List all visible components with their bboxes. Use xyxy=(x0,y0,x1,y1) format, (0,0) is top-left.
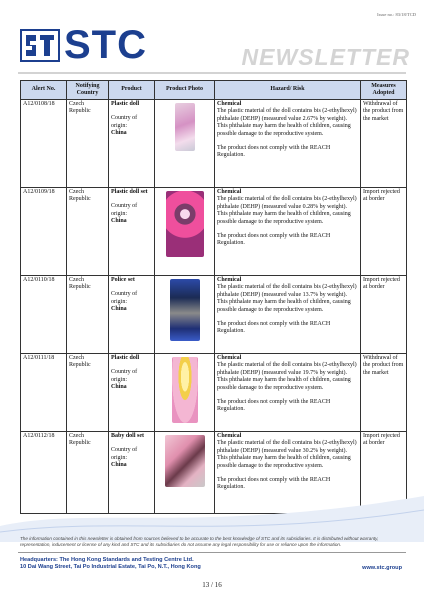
stc-logo xyxy=(20,23,147,67)
headquarters-line-1: Headquarters: The Hong Kong Standards and Testing Centre Ltd. xyxy=(20,557,194,563)
compliance-note: The product does not comply with the REACH Regulation. xyxy=(217,399,331,413)
hazard-cell xyxy=(215,100,361,188)
product-photo-cell xyxy=(155,100,215,188)
hazard-description: The plastic material of the doll contains bis (2-ethylhexyl) phthalate (DEHP) (measured value 13.7% by weight). This phthalate may harm the health of children, causing possible damage to the reproductive system. xyxy=(217,284,357,313)
disclaimer: The information contained in this newsletter is obtained from sources believed to be accurate to the best knowledge of STC and its subsidiaries. It is distributed without warranty, representation, inducement or license of any kind and STC and its subsidiaries do not assume any legal responsibility for use or reliance upon the information. xyxy=(20,536,379,547)
headquarters-line-2: 10 Dai Wang Street, Tai Po Industrial Estate, Tai Po, N.T., Hong Kong xyxy=(20,564,201,571)
alerts-table xyxy=(20,80,407,514)
origin-country: China xyxy=(111,384,127,391)
product-name: Plastic doll xyxy=(111,355,140,361)
product-cell xyxy=(109,354,155,432)
column-header-product: Product xyxy=(109,81,155,100)
notifying-country: Czech Republic xyxy=(67,354,109,432)
alert-number: A12/0112/18 xyxy=(21,432,67,514)
table-header-row xyxy=(21,81,407,100)
issue-number: Issue no.: 83/18/TCD xyxy=(377,12,416,17)
product-name: Plastic doll set xyxy=(111,189,148,195)
column-header-hazard: Hazard/ Risk xyxy=(215,81,361,100)
hazard-cell xyxy=(215,354,361,432)
doll-photo-icon xyxy=(175,103,195,151)
hazard-cell xyxy=(215,188,361,276)
product-cell xyxy=(109,188,155,276)
newsletter-title: NEWSLETTER xyxy=(241,44,410,70)
table-row xyxy=(21,100,407,188)
origin-country: China xyxy=(111,306,127,313)
measures-adopted: Import rejected at border xyxy=(361,188,407,276)
notifying-country: Czech Republic xyxy=(67,276,109,354)
hazard-type: Chemical xyxy=(217,433,242,439)
hazard-description: The plastic material of the doll contains bis (2-ethylhexyl) phthalate (DEHP) (measured value 0.28% by weight). This phthalate may harm the health of children, causing possible damage to the reproductive system. xyxy=(217,196,357,225)
table-row xyxy=(21,188,407,276)
measures-adopted: Withdrawal of the product from the market xyxy=(361,354,407,432)
compliance-note: The product does not comply with the REACH Regulation. xyxy=(217,321,331,335)
product-photo-cell xyxy=(155,354,215,432)
product-name: Police set xyxy=(111,277,135,283)
notifying-country: Czech Republic xyxy=(67,432,109,514)
notifying-country: Czech Republic xyxy=(67,188,109,276)
hazard-type: Chemical xyxy=(217,101,242,107)
website-link[interactable]: www.stc.group xyxy=(362,565,402,571)
measures-adopted: Import rejected at border xyxy=(361,276,407,354)
origin-label: Country of origin: xyxy=(111,291,138,305)
column-header-photo: Product Photo xyxy=(155,81,215,100)
product-name: Plastic doll xyxy=(111,101,140,107)
notifying-country: Czech Republic xyxy=(67,100,109,188)
hazard-type: Chemical xyxy=(217,189,242,195)
column-header-alert: Alert No. xyxy=(21,81,67,100)
hazard-description: The plastic material of the doll contains bis (2-ethylhexyl) phthalate (DEHP) (measured value 19.7% by weight). This phthalate may harm the health of children, causing possible damage to the reproductive system. xyxy=(217,362,357,391)
origin-label: Country of origin: xyxy=(111,203,138,217)
hazard-type: Chemical xyxy=(217,355,242,361)
compliance-note: The product does not comply with the REACH Regulation. xyxy=(217,145,331,159)
origin-label: Country of origin: xyxy=(111,115,138,129)
measures-adopted: Withdrawal of the product from the market xyxy=(361,100,407,188)
page-number: 13 / 16 xyxy=(202,581,222,589)
measures-adopted: Import rejected at border xyxy=(361,432,407,514)
origin-label: Country of origin: xyxy=(111,369,138,383)
product-cell xyxy=(109,100,155,188)
product-cell xyxy=(109,276,155,354)
column-header-measures: Measures Adopted xyxy=(361,81,407,100)
header-divider xyxy=(18,72,406,74)
alert-number: A12/0111/18 xyxy=(21,354,67,432)
compliance-note: The product does not comply with the REACH Regulation. xyxy=(217,477,331,491)
police-set-photo-icon xyxy=(170,279,200,341)
table-row xyxy=(21,276,407,354)
alert-number: A12/0108/18 xyxy=(21,100,67,188)
hazard-description: The plastic material of the doll contains bis (2-ethylhexyl) phthalate (DEHP) (measured value 2.67% by weight). This phthalate may harm the health of children, causing possible damage to the reproductive system. xyxy=(217,108,357,137)
column-header-country: Notifying Country xyxy=(67,81,109,100)
product-name: Baby doll set xyxy=(111,433,145,439)
hazard-cell xyxy=(215,276,361,354)
baby-doll-set-photo-icon xyxy=(165,435,205,487)
hazard-description: The plastic material of the doll contains bis (2-ethylhexyl) phthalate (DEHP) (measured value 30.2% by weight). This phthalate may harm the health of children, causing possible damage to the reproductive system. xyxy=(217,440,357,469)
stc-logo-icon xyxy=(20,29,60,62)
alert-number: A12/0110/18 xyxy=(21,276,67,354)
doll-photo-icon xyxy=(172,357,198,423)
origin-label: Country of origin: xyxy=(111,447,138,461)
doll-set-photo-icon xyxy=(166,191,204,257)
origin-country: China xyxy=(111,462,127,469)
alert-number: A12/0109/18 xyxy=(21,188,67,276)
footer-wave-decoration xyxy=(0,486,424,542)
origin-country: China xyxy=(111,218,127,225)
hazard-type: Chemical xyxy=(217,277,242,283)
headquarters-address xyxy=(20,557,201,572)
table-row xyxy=(21,354,407,432)
product-photo-cell xyxy=(155,188,215,276)
product-photo-cell xyxy=(155,276,215,354)
origin-country: China xyxy=(111,130,127,137)
compliance-note: The product does not comply with the REACH Regulation. xyxy=(217,233,331,247)
logo-text: STC xyxy=(64,23,147,67)
footer-divider xyxy=(18,552,406,553)
